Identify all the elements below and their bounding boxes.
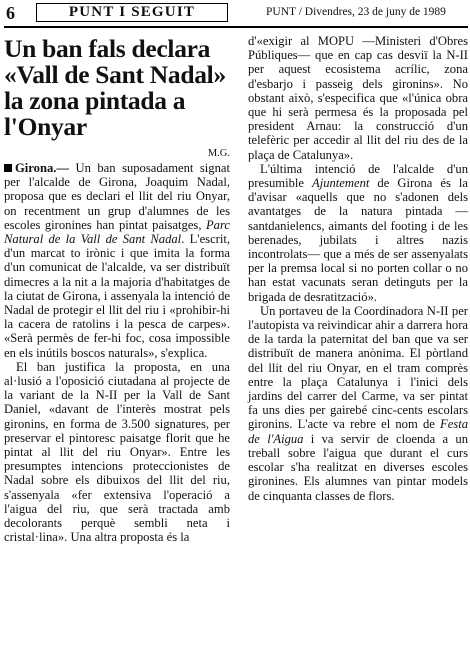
- right-column: [248, 34, 468, 503]
- paragraph-1-text: Un ban suposadament signat per l'alcalde de Girona, Joaquim Nadal, proposa que es declari el llit del riu Onyar, on recentment un grup d'alumnes de les escoles gironines han pintat paisatges,: [4, 161, 230, 232]
- section-title: PUNT I SEGUIT: [36, 3, 228, 22]
- paragraph-4: [248, 304, 468, 503]
- page-number: 6: [6, 3, 15, 23]
- paragraph-2: El ban justifica la proposta, en una al·lusió a l'oposició ciutadana al projecte de la variant de la N-II per la Vall de Sant Daniel, «davant de l'interès mostrat pels gironins, en forma de 3.500 signatures, per preservar el pintoresc paisatge florit que he pintat al llit del riu Onyar». Entre les presumptes intencions proteccionistes de Nadal sobre els dibuixos del llit del riu, s'assenyala «fer extensiva l'operació a l'aigua del riu, que serà tractada amb decolorants perquè sembli neta i cristal·lina». Una altra proposta és la: [4, 359, 230, 545]
- paragraph-1-italic: Parc Natural de la Vall de Sant Nadal: [4, 217, 230, 247]
- paragraph-2-cont-text: d'«exigir al MOPU —Ministeri d'Obres Públiques— que en cap cas desviï la N-II per aquest ecosistema acrílic, zona d'esbarjo i passeig dels gironins». No obstant això, s'especifica que «l'única obra que hi serà permesa és la proposada pel president Arnau: la construcció d'un telefèric per accedir al llit del riu des de la plaça de Catalunya».: [248, 34, 468, 162]
- paragraph-3-text-b: de Girona és la d'avisar «aquells que no s'adonen dels avantatges de la natura pintada —santdanielencs, aimants del footing i de les berenades, jubilats i altres nazis incontrolats— que a més de ser assenyalats per la premsa local si no porten collar o no han estat vacunats seran detinguts per la brigada de desratització».: [248, 176, 469, 304]
- dateline: PUNT / Divendres, 23 de juny de 1989: [266, 6, 446, 18]
- paragraph-3-italic: Ajuntement: [312, 176, 370, 191]
- paragraph-3: [248, 162, 468, 304]
- paragraph-2-continued: [248, 34, 468, 162]
- paragraph-4-text-a: Un portaveu de la Coordinadora N-II per l'autopista va reivindicar ahir a darrera hora de la tarda la paternitat del ban que va ser distribuït de manera anònima. El pòrtland del llit del riu Onyar, en el tram comprès entre la plaça Catalunya i l'inici dels jardins del carrer del Carme, va ser pintat fa uns dies per gairebé cinc-cents escolars gironins. L'acte va rebre el nom de: [248, 303, 468, 432]
- paragraph-3-text-a: L'última intenció de l'alcalde d'un presumible: [248, 161, 468, 191]
- bullet-square-icon: [4, 164, 12, 172]
- page-header: [0, 0, 470, 26]
- lead-place: Girona.—: [15, 161, 69, 175]
- header-rule: [4, 26, 468, 28]
- article-body-right: [248, 34, 468, 503]
- byline: M.G.: [207, 148, 230, 159]
- headline: Un ban fals declara «Vall de Sant Nadal» la zona pintada a l'Onyar: [4, 34, 226, 141]
- left-column: [4, 36, 230, 544]
- paragraph-4-italic: Festa de l'Aigua: [248, 417, 468, 446]
- paragraph-1-rest: . L'escrit, d'un marcat to irònic i que imita la forma d'un comunicat de l'alcalde, va ser distribuït dimecres a la nit a la majoria d'habitatges de la ciutat de Girona, i assenyala la intenció de Nadal de protegir el llit del riu i «prohibir-hi la cacera de ratolins i la pesca de carpes». «Serà permès de fer-hi foc, cosa impossible en els inútils boscos naturals», s'explica.: [4, 232, 230, 360]
- paragraph-4-text-b: i va servir de cloenda a un treball sobre l'aigua que durant el curs escolar s'ha realitzat en diverses escoles gironines. Els alumnes van pintar models de cinquanta classes de flors.: [248, 431, 469, 503]
- article-body-left: [4, 161, 230, 544]
- paragraph-1: [4, 161, 230, 360]
